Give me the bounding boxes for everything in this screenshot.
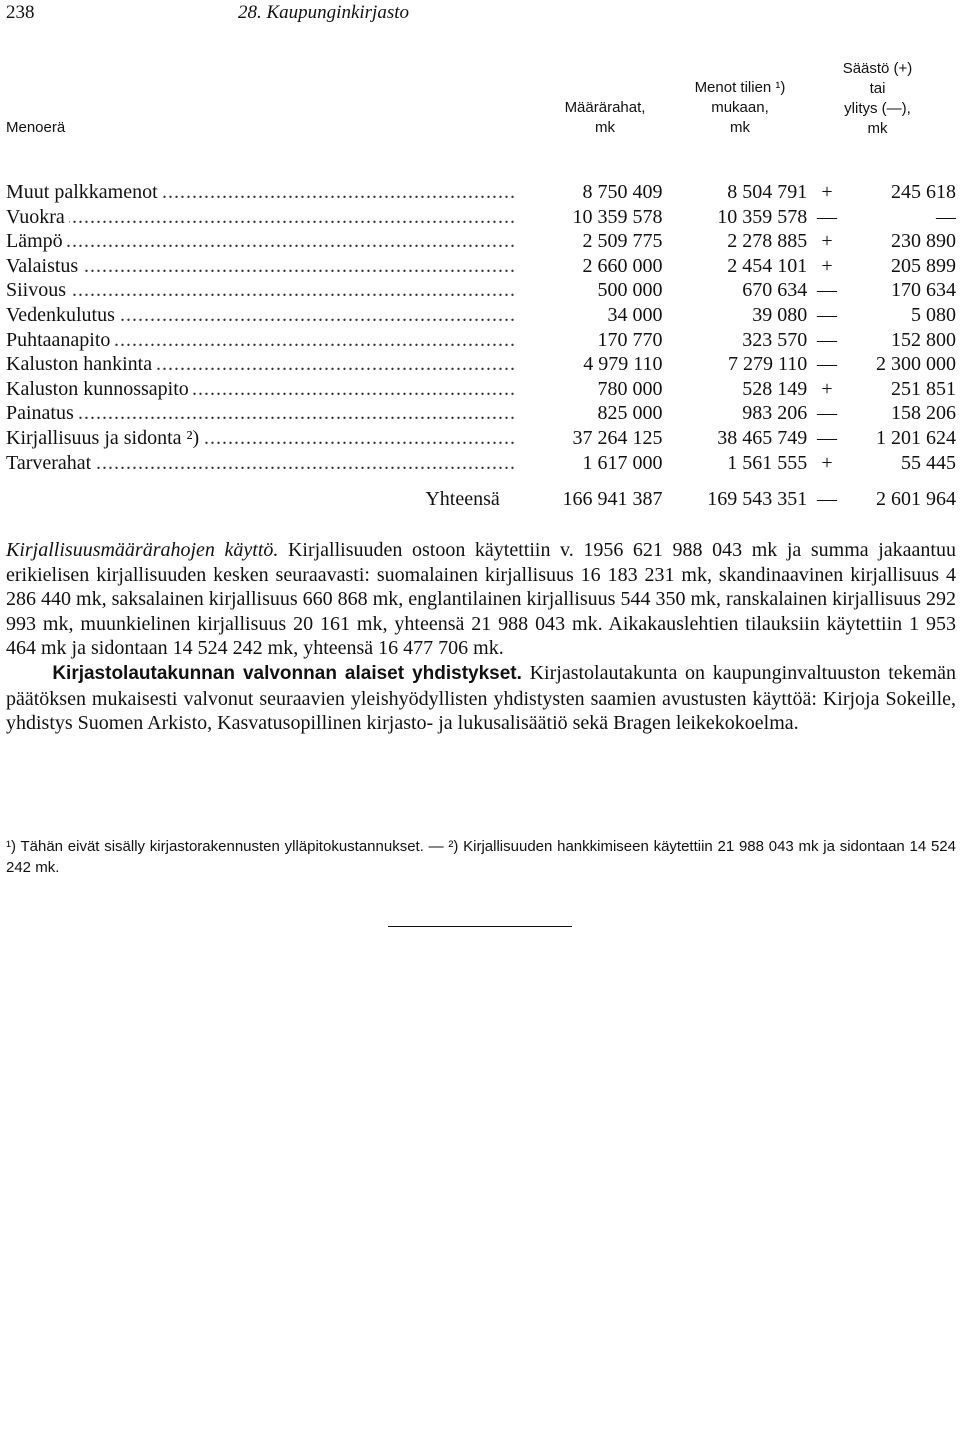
maararahat-value: 170 770 <box>597 328 663 351</box>
column-header-menot <box>665 78 815 138</box>
row-label-cell <box>6 303 514 328</box>
row-label: Kaluston kunnossapito <box>6 378 193 400</box>
column-header-menoera: Menoerä <box>6 119 66 136</box>
total-maararahat: 166 941 387 <box>562 488 663 511</box>
saasto-value: 230 890 <box>891 230 956 253</box>
row-label: Siivous <box>6 279 70 301</box>
saasto-sign: — <box>817 426 837 449</box>
dot-leader <box>6 426 514 451</box>
saasto-sign: — <box>817 279 837 302</box>
saasto-value: 1 201 624 <box>876 426 956 449</box>
menot-value: 670 634 <box>742 279 808 302</box>
footnotes <box>6 836 956 878</box>
row-label: Lämpö <box>6 230 67 252</box>
menot-value: 38 465 749 <box>717 426 808 449</box>
menot-value: 8 504 791 <box>727 181 808 203</box>
row-label-cell <box>6 426 514 451</box>
dot-leader <box>6 352 514 377</box>
saasto-sign: — <box>817 353 837 376</box>
saasto-value: — <box>936 205 956 228</box>
table-row <box>6 278 956 303</box>
table-row <box>6 426 956 451</box>
column-header-line: ylitys (—), <box>844 100 911 117</box>
row-label-cell <box>6 180 514 205</box>
saasto-sign: — <box>817 402 837 425</box>
paragraph-lead: Kirjastolautakunnan valvonnan alaiset yhdistykset. <box>52 662 522 684</box>
row-label-cell <box>6 229 514 254</box>
maararahat-value: 4 979 110 <box>583 353 663 376</box>
row-label: Painatus <box>6 402 78 424</box>
menot-value: 2 454 101 <box>727 254 808 277</box>
column-header-line: tai <box>869 80 886 97</box>
dot-leader <box>6 328 514 353</box>
column-header-line: mk <box>595 119 615 136</box>
maararahat-value: 825 000 <box>597 402 663 425</box>
total-label: Yhteensä <box>425 488 500 511</box>
dot-leader <box>6 303 514 328</box>
row-label-cell <box>6 377 514 402</box>
maararahat-value: 2 509 775 <box>582 230 663 253</box>
table-row <box>6 180 956 205</box>
saasto-value: 245 618 <box>891 181 956 203</box>
dot-leader <box>6 254 514 279</box>
table-row <box>6 205 956 230</box>
saasto-sign: + <box>821 254 833 277</box>
budget-table <box>6 180 956 512</box>
row-label-cell <box>6 328 514 353</box>
row-label: Muut palkkamenot <box>6 181 162 203</box>
row-label-cell <box>6 254 514 279</box>
saasto-value: 55 445 <box>901 451 956 474</box>
saasto-value: 5 080 <box>911 303 956 326</box>
menot-value: 7 279 110 <box>728 353 808 376</box>
column-header-line: mukaan, <box>711 99 769 116</box>
row-label-cell <box>6 451 514 476</box>
paragraph-lead: Kirjallisuusmäärärahojen käyttö. <box>6 539 279 561</box>
saasto-sign: — <box>817 205 837 228</box>
paragraph-associations <box>6 661 956 736</box>
table-row <box>6 451 956 476</box>
dot-leader <box>6 180 514 205</box>
row-label-cell <box>6 352 514 377</box>
table-row <box>6 401 956 426</box>
column-header-maararahat <box>525 98 685 138</box>
saasto-value: 158 206 <box>891 402 956 425</box>
table-row <box>6 328 956 353</box>
maararahat-value: 37 264 125 <box>572 426 663 449</box>
total-menot: 169 543 351 <box>707 488 808 511</box>
saasto-value: 251 851 <box>891 377 956 400</box>
maararahat-value: 10 359 578 <box>572 205 663 228</box>
column-header-line: mk <box>730 119 750 136</box>
menot-value: 323 570 <box>742 328 808 351</box>
menot-value: 1 561 555 <box>727 451 808 474</box>
paragraph-text: Kirjallisuuden ostoon käytettiin v. 1956 621 988 043 mk ja summa jakaantuu erikielisen kirjallisuuden kesken seuraavasti: suomalainen kirjallisuus 16 183 231 mk, skandinaavinen kirjallisuus 4 286 440 mk, saksalainen kirjallisuus 660 868 mk, englantilainen kirjallisuus 544 350 mk, ranskalainen kirjallisuus 292 993 mk, muunkielinen kirjallisuus 20 161 mk, yhteensä 21 988 043 mk. Aikakauslehtien tilauksiin käytettiin 1 953 464 mk ja sidontaan 14 524 242 mk, yhteensä 16 477 706 mk. <box>6 539 956 660</box>
maararahat-value: 34 000 <box>607 303 663 326</box>
row-label-cell <box>6 401 514 426</box>
saasto-sign: + <box>821 377 833 400</box>
table-row <box>6 303 956 328</box>
row-label: Valaistus <box>6 255 82 277</box>
column-header-line: Määrärahat, <box>564 99 646 116</box>
dot-leader <box>6 278 514 303</box>
column-header-saasto <box>810 59 945 139</box>
table-row <box>6 254 956 279</box>
maararahat-value: 500 000 <box>597 279 663 302</box>
saasto-sign: — <box>817 303 837 326</box>
maararahat-value: 8 750 409 <box>582 181 663 203</box>
table-row <box>6 352 956 377</box>
paragraph-literature-funds <box>6 538 956 661</box>
total-row <box>6 475 956 512</box>
end-rule <box>388 926 572 927</box>
saasto-sign: + <box>821 451 833 474</box>
menot-value: 2 278 885 <box>727 230 808 253</box>
row-label: Vuokra <box>6 206 69 228</box>
table-row <box>6 229 956 254</box>
dot-leader <box>6 205 514 230</box>
menot-value: 528 149 <box>742 377 808 400</box>
row-label: Kaluston hankinta <box>6 353 156 375</box>
column-header-line: Menot tilien ¹) <box>694 79 786 96</box>
dot-leader <box>6 451 514 476</box>
row-label: Vedenkulutus <box>6 304 119 326</box>
body-text <box>6 538 956 736</box>
paragraph-text: Kirjastolautakunta on kaupunginvaltuuston tekemän päätöksen mukaisesti valvonut seuraavien yleishyödyllisten yhdistysten saamien avustusten käyttöä: Kirjoja Sokeille, yhdistys Suomen Arkisto, Kasvatusopillinen kirjasto- ja lukusalisäätiö sekä Bragen leikekokoelma. <box>6 661 956 735</box>
dot-leader <box>6 377 514 402</box>
budget-table-body <box>6 180 956 512</box>
row-label: Kirjallisuus ja sidonta ²) <box>6 427 203 449</box>
column-header-line: Säästö (+) <box>842 60 913 77</box>
menot-value: 983 206 <box>742 402 808 425</box>
running-title: 28. Kaupunginkirjasto <box>238 2 410 23</box>
row-label: Puhtaanapito <box>6 329 114 351</box>
saasto-value: 2 300 000 <box>876 353 956 376</box>
maararahat-value: 2 660 000 <box>582 254 663 277</box>
maararahat-value: 780 000 <box>597 377 663 400</box>
saasto-sign: + <box>821 230 833 253</box>
footnote-text: ¹) Tähän eivät sisälly kirjastorakennusten ylläpitokustannukset. — ²) Kirjallisuuden hankkimiseen käytettiin 21 988 043 mk ja sidontaan 14 524 242 mk. <box>6 838 956 876</box>
column-header-line: mk <box>867 120 888 137</box>
dot-leader <box>6 401 514 426</box>
row-label: Tarverahat <box>6 452 95 474</box>
saasto-sign: + <box>821 181 833 203</box>
menot-value: 10 359 578 <box>717 205 808 228</box>
saasto-value: 170 634 <box>891 279 956 302</box>
saasto-value: 152 800 <box>891 328 956 351</box>
saasto-sign: — <box>817 328 837 351</box>
table-row <box>6 377 956 402</box>
saasto-value: 205 899 <box>891 254 956 277</box>
page-header <box>6 2 954 30</box>
dot-leader <box>6 229 514 254</box>
total-sign: — <box>817 488 837 511</box>
menot-value: 39 080 <box>752 303 808 326</box>
row-label-cell <box>6 278 514 303</box>
row-label-cell <box>6 205 514 230</box>
page-number: 238 <box>6 2 35 23</box>
maararahat-value: 1 617 000 <box>582 451 663 474</box>
total-saasto: 2 601 964 <box>876 488 956 511</box>
